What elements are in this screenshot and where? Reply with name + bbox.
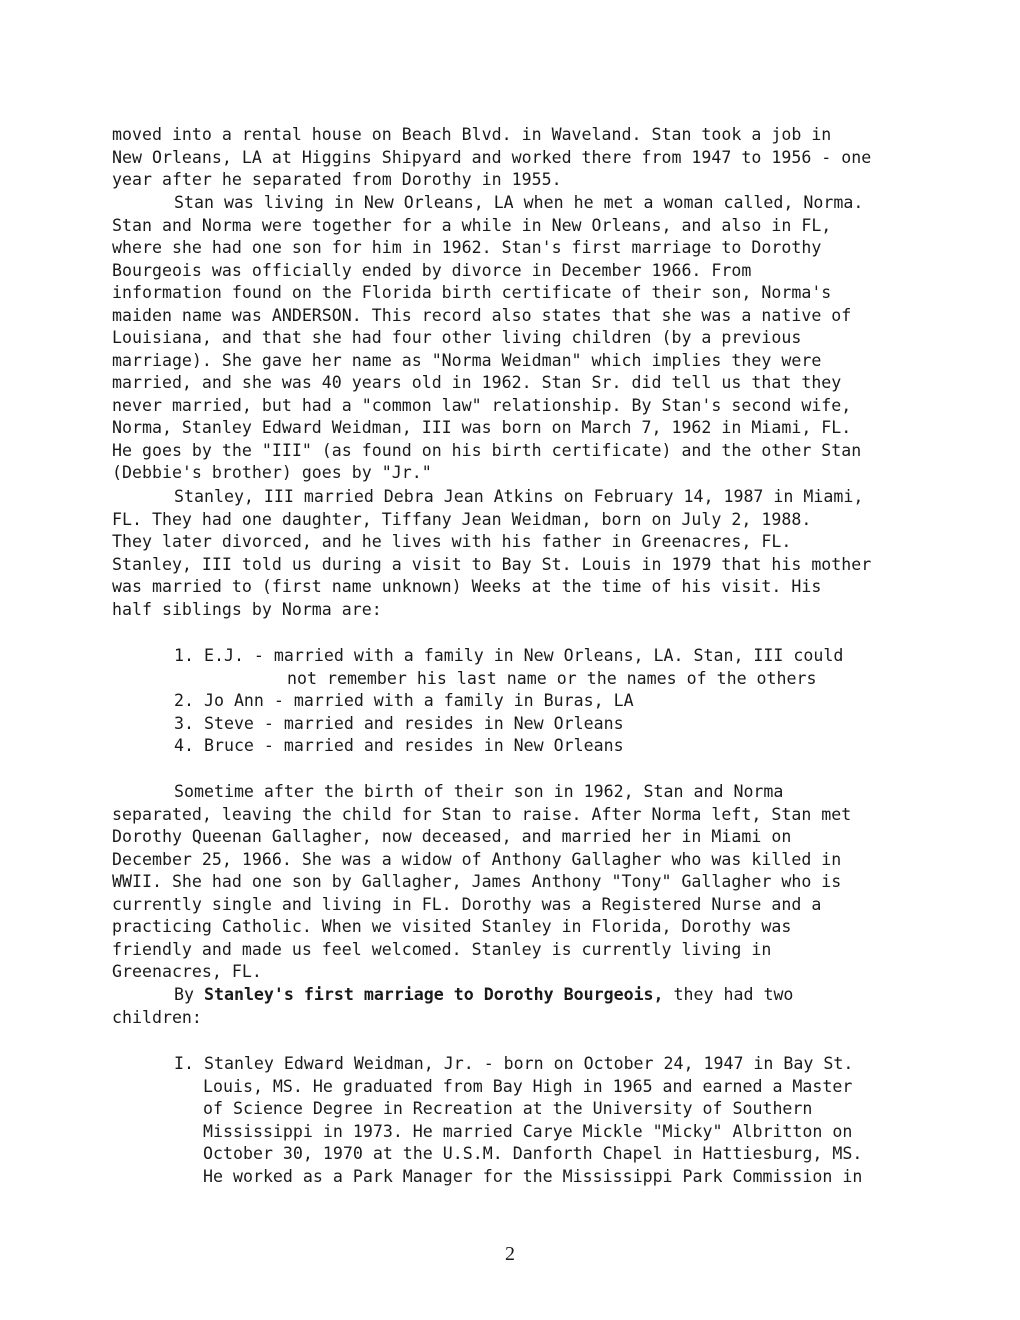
text-line: married, and she was 40 years old in 1962. Stan Sr. did tell us that they bbox=[112, 373, 842, 392]
text-line: Norma, Stanley Edward Weidman, III was born on March 7, 1962 in Miami, FL. bbox=[112, 418, 852, 437]
text-line: information found on the Florida birth certificate of their son, Norma's bbox=[112, 283, 832, 302]
text-line: He goes by the "III" (as found on his birth certificate) and the other Stan bbox=[112, 440, 862, 460]
bold-phrase: Stanley's first marriage to Dorothy Bourgeois, bbox=[203, 985, 664, 1004]
text-line: Sometime after the birth of their son in 1962, Stan and Norma bbox=[174, 782, 784, 801]
text-line: Stan was living in New Orleans, LA when he met a woman called, Norma. bbox=[174, 193, 864, 212]
text-line: Stan and Norma were together for a while in New Orleans, and also in FL, bbox=[112, 215, 832, 235]
paragraph-5 bbox=[112, 984, 942, 1029]
list-item: 1. E.J. - married with a family in New Orleans, LA. Stan, III could bbox=[174, 646, 844, 665]
text-line: December 25, 1966. She was a widow of Anthony Gallagher who was killed in bbox=[112, 849, 842, 869]
text-line: never married, but had a "common law" relationship. By Stan's second wife, bbox=[112, 395, 852, 415]
text-line: where she had one son for him in 1962. Stan's first marriage to Dorothy bbox=[112, 238, 822, 257]
text-line: Dorothy Queenan Gallagher, now deceased, and married her in Miami on bbox=[112, 827, 792, 846]
text-line: Louis, MS. He graduated from Bay High in 1965 and earned a Master bbox=[203, 1076, 853, 1096]
text-line: I. Stanley Edward Weidman, Jr. - born on October 24, 1947 in Bay St. bbox=[174, 1054, 854, 1073]
text-line: FL. They had one daughter, Tiffany Jean Weidman, born on July 2, 1988. bbox=[112, 509, 812, 529]
paragraph-1 bbox=[112, 124, 942, 192]
list-item: 4. Bruce - married and resides in New Orleans bbox=[174, 736, 624, 755]
text-line: friendly and made us feel welcomed. Stanley is currently living in bbox=[112, 939, 772, 959]
text-line: currently single and living in FL. Dorothy was a Registered Nurse and a bbox=[112, 894, 822, 914]
text-line: WWII. She had one son by Gallagher, James Anthony "Tony" Gallagher who is bbox=[112, 872, 842, 891]
text-line: Louisiana, and that she had four other living children (by a previous bbox=[112, 328, 802, 347]
list-item: 2. Jo Ann - married with a family in Buras, LA bbox=[174, 691, 634, 710]
text-line: separated, leaving the child for Stan to raise. After Norma left, Stan met bbox=[112, 804, 852, 824]
text-line: Stanley, III married Debra Jean Atkins on February 14, 1987 in Miami, bbox=[174, 487, 864, 506]
paragraph-3 bbox=[112, 486, 942, 621]
text-line: Bourgeois was officially ended by divorce in December 1966. From bbox=[112, 260, 752, 280]
text-line: moved into a rental house on Beach Blvd. in Waveland. Stan took a job in bbox=[112, 125, 832, 144]
text-run: By bbox=[174, 985, 204, 1004]
text-line: marriage). She gave her name as "Norma Weidman" which implies they were bbox=[112, 350, 822, 370]
text-line: half siblings by Norma are: bbox=[112, 599, 382, 619]
list-item: 3. Steve - married and resides in New Orleans bbox=[174, 713, 624, 733]
text-line: of Science Degree in Recreation at the University of Southern bbox=[203, 1099, 813, 1118]
text-line: He worked as a Park Manager for the Mississippi Park Commission in bbox=[203, 1166, 863, 1186]
text-line: practicing Catholic. When we visited Stanley in Florida, Dorothy was bbox=[112, 917, 792, 936]
text-line: Mississippi in 1973. He married Carye Mickle "Micky" Albritton on bbox=[203, 1121, 853, 1141]
text-line: Stanley, III told us during a visit to Bay St. Louis in 1979 that his mother bbox=[112, 554, 872, 574]
text-line: (Debbie's brother) goes by "Jr." bbox=[112, 463, 432, 482]
text-line: was married to (first name unknown) Weeks at the time of his visit. His bbox=[112, 577, 822, 596]
paragraph-4 bbox=[112, 781, 942, 984]
text-line: October 30, 1970 at the U.S.M. Danforth Chapel in Hattiesburg, MS. bbox=[203, 1144, 863, 1163]
text-line bbox=[112, 984, 942, 1007]
text-line: children: bbox=[112, 1007, 202, 1027]
text-line: Greenacres, FL. bbox=[112, 962, 262, 981]
text-run: they had two bbox=[663, 985, 794, 1004]
page-number: 2 bbox=[505, 1243, 515, 1265]
text-line: maiden name was ANDERSON. This record also states that she was a native of bbox=[112, 305, 852, 325]
child-entry-1 bbox=[112, 1053, 942, 1188]
text-line: New Orleans, LA at Higgins Shipyard and worked there from 1947 to 1956 - one bbox=[112, 147, 872, 167]
text-line: year after he separated from Dorothy in 1955. bbox=[112, 170, 562, 189]
list-item-continuation: not remember his last name or the names of the others bbox=[287, 668, 817, 688]
siblings-list bbox=[112, 645, 942, 758]
paragraph-2 bbox=[112, 192, 942, 485]
text-line: They later divorced, and he lives with his father in Greenacres, FL. bbox=[112, 532, 792, 551]
